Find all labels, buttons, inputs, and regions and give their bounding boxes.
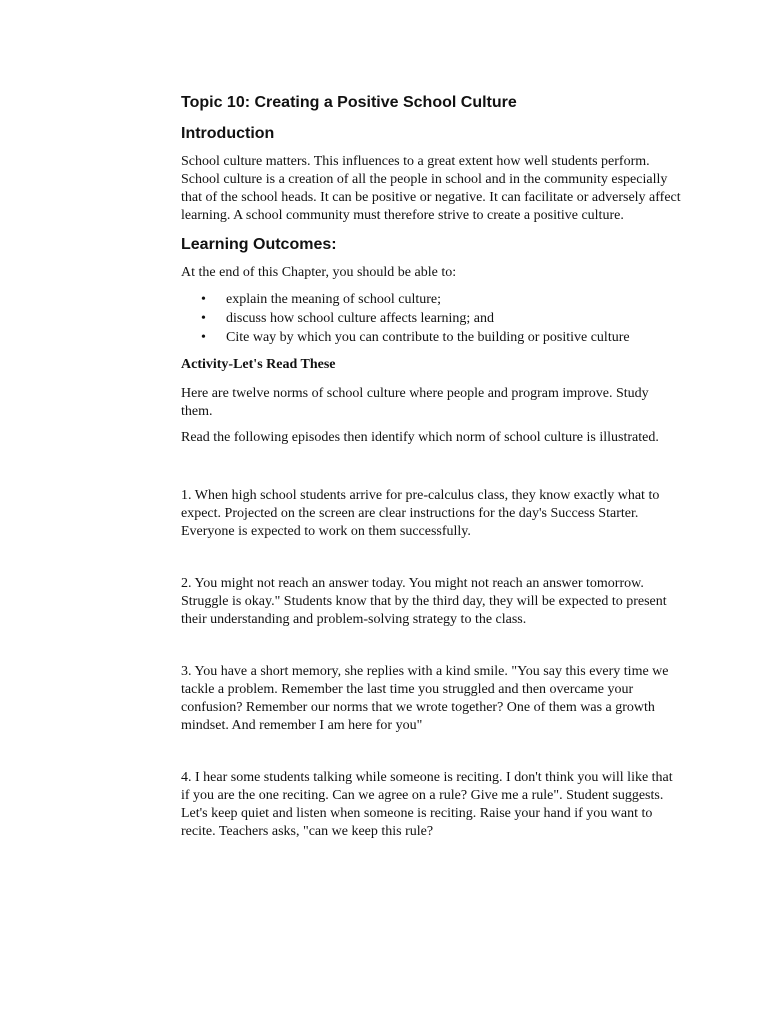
list-item — [201, 309, 681, 328]
bullet-icon: • — [201, 311, 206, 326]
list-item — [201, 290, 681, 309]
episode-4: 4. I hear some students talking while someone is reciting. I don't think you will like that if you are the one reciting. Can we agree on a rule? Give me a rule". Student suggests. Let's keep quiet and listen when someone is reciting. Raise your hand if you want to recite. Teachers asks, "can we keep this rule? — [181, 770, 673, 839]
bullet-icon: • — [201, 330, 206, 345]
list-item-text: Cite way by which you can contribute to the building or positive culture — [226, 330, 630, 345]
spacer — [181, 735, 681, 769]
introduction-heading: Introduction — [181, 125, 275, 142]
activity-paragraph-2: Read the following episodes then identify which norm of school culture is illustrated. — [181, 430, 659, 445]
list-item-text: explain the meaning of school culture; — [226, 292, 441, 307]
bullet-icon: • — [201, 292, 206, 307]
episode-2: 2. You might not reach an answer today. You might not reach an answer tomorrow. Struggle is okay." Students know that by the third day, they will be expected to present their understanding and problem-solving strategy to the class. — [181, 576, 667, 627]
episode-1: 1. When high school students arrive for pre-calculus class, they know exactly what to expect. Projected on the screen are clear instructions for the day's Success Starter. Everyone is expected to work on them successfully. — [181, 488, 660, 539]
introduction-text: School culture matters. This influences to a great extent how well students perform. School culture is a creation of all the people in school and in the community especially that of the school heads. It can be positive or negative. It can facilitate or adversely affect learning. A school community must therefore strive to create a positive culture. — [181, 154, 681, 223]
learning-outcomes-lead: At the end of this Chapter, you should be able to: — [181, 265, 457, 280]
activity-paragraph-1: Here are twelve norms of school culture where people and program improve. Study them. — [181, 386, 649, 419]
list-item — [201, 328, 681, 347]
spacer — [181, 455, 681, 487]
spacer — [181, 629, 681, 663]
episode-3: 3. You have a short memory, she replies with a kind smile. "You say this every time we tackle a problem. Remember the last time you struggled and then overcame your confusion? Remember our norms that we wrote together? One of them was a growth mindset. And remember I am here for you" — [181, 664, 669, 733]
document-title: Topic 10: Creating a Positive School Culture — [181, 94, 517, 111]
document-page — [181, 92, 681, 841]
activity-heading: Activity-Let's Read These — [181, 357, 336, 372]
list-item-text: discuss how school culture affects learning; and — [226, 311, 495, 326]
learning-outcomes-heading: Learning Outcomes: — [181, 236, 337, 253]
learning-outcomes-list — [181, 290, 681, 347]
spacer — [181, 541, 681, 575]
